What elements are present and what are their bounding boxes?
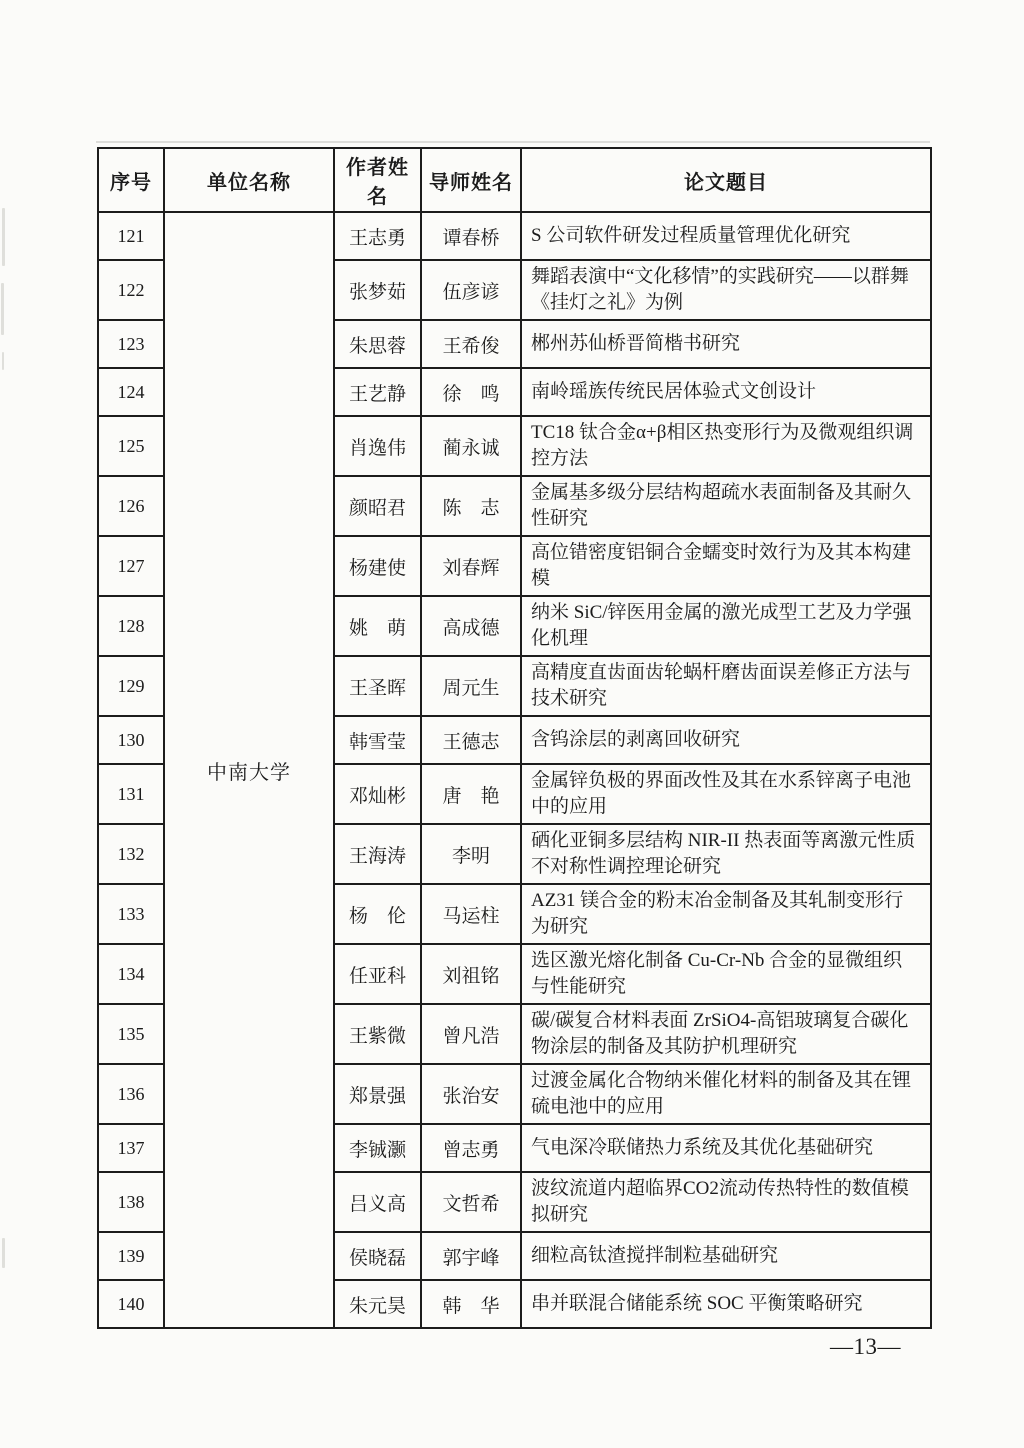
scan-smudge: [96, 141, 930, 143]
serial-number-cell: 135: [98, 1004, 164, 1064]
author-name-cell: 李铖灏: [334, 1124, 421, 1172]
serial-number-cell: 123: [98, 320, 164, 368]
serial-number-cell: 129: [98, 656, 164, 716]
serial-number-cell: 133: [98, 884, 164, 944]
advisor-name-cell: 王希俊: [421, 320, 521, 368]
page-number: —13—: [830, 1334, 901, 1359]
advisor-name-cell: 高成德: [421, 596, 521, 656]
serial-number-cell: 122: [98, 260, 164, 320]
author-name-cell: 吕义高: [334, 1172, 421, 1232]
header-unit-name: 单位名称: [164, 148, 334, 212]
header-author-name: 作者姓名: [334, 148, 421, 212]
thesis-title-cell: 碳/碳复合材料表面 ZrSiO4-高铝玻璃复合碳化物涂层的制备及其防护机理研究: [521, 1004, 931, 1064]
serial-number-cell: 137: [98, 1124, 164, 1172]
author-name-cell: 郑景强: [334, 1064, 421, 1124]
advisor-name-cell: 马运柱: [421, 884, 521, 944]
table-header: [98, 148, 931, 212]
advisor-name-cell: 周元生: [421, 656, 521, 716]
author-name-cell: 王圣晖: [334, 656, 421, 716]
author-name-cell: 杨 伦: [334, 884, 421, 944]
advisor-name-cell: 王德志: [421, 716, 521, 764]
header-serial-number: 序号: [98, 148, 164, 212]
thesis-list-table: [97, 147, 932, 1329]
thesis-title-cell: 纳米 SiC/锌医用金属的激光成型工艺及力学强化机理: [521, 596, 931, 656]
table-body: [98, 212, 931, 1328]
advisor-name-cell: 郭宇峰: [421, 1232, 521, 1280]
thesis-title-cell: 细粒高钛渣搅拌制粒基础研究: [521, 1232, 931, 1280]
author-name-cell: 姚 萌: [334, 596, 421, 656]
thesis-title-cell: 郴州苏仙桥晋简楷书研究: [521, 320, 931, 368]
author-name-cell: 韩雪莹: [334, 716, 421, 764]
scan-artifact: [1, 283, 4, 335]
author-name-cell: 王艺静: [334, 368, 421, 416]
thesis-title-cell: 高精度直齿面齿轮蜗杆磨齿面误差修正方法与技术研究: [521, 656, 931, 716]
thesis-title-cell: 舞蹈表演中“文化移情”的实践研究——以群舞《挂灯之礼》为例: [521, 260, 931, 320]
serial-number-cell: 128: [98, 596, 164, 656]
unit-name-cell: 中南大学: [164, 212, 334, 1328]
author-name-cell: 任亚科: [334, 944, 421, 1004]
author-name-cell: 肖逸伟: [334, 416, 421, 476]
serial-number-cell: 136: [98, 1064, 164, 1124]
author-name-cell: 邓灿彬: [334, 764, 421, 824]
thesis-title-cell: AZ31 镁合金的粉末冶金制备及其轧制变形行为研究: [521, 884, 931, 944]
author-name-cell: 王紫微: [334, 1004, 421, 1064]
serial-number-cell: 130: [98, 716, 164, 764]
scan-artifact: [2, 352, 4, 370]
serial-number-cell: 124: [98, 368, 164, 416]
advisor-name-cell: 李明: [421, 824, 521, 884]
advisor-name-cell: 刘祖铭: [421, 944, 521, 1004]
advisor-name-cell: 蔺永诚: [421, 416, 521, 476]
thesis-title-cell: S 公司软件研发过程质量管理优化研究: [521, 212, 931, 260]
scan-artifact: [2, 1238, 5, 1268]
header-advisor-name: 导师姓名: [421, 148, 521, 212]
author-name-cell: 杨建使: [334, 536, 421, 596]
serial-number-cell: 140: [98, 1280, 164, 1328]
serial-number-cell: 131: [98, 764, 164, 824]
advisor-name-cell: 徐 鸣: [421, 368, 521, 416]
thesis-title-cell: 波纹流道内超临界CO2流动传热特性的数值模拟研究: [521, 1172, 931, 1232]
serial-number-cell: 127: [98, 536, 164, 596]
advisor-name-cell: 曾凡浩: [421, 1004, 521, 1064]
table-row: [98, 212, 931, 260]
thesis-title-cell: 金属锌负极的界面改性及其在水系锌离子电池中的应用: [521, 764, 931, 824]
advisor-name-cell: 曾志勇: [421, 1124, 521, 1172]
advisor-name-cell: 伍彦谚: [421, 260, 521, 320]
advisor-name-cell: 刘春辉: [421, 536, 521, 596]
author-name-cell: 颜昭君: [334, 476, 421, 536]
advisor-name-cell: 韩 华: [421, 1280, 521, 1328]
author-name-cell: 王海涛: [334, 824, 421, 884]
serial-number-cell: 121: [98, 212, 164, 260]
serial-number-cell: 139: [98, 1232, 164, 1280]
serial-number-cell: 132: [98, 824, 164, 884]
thesis-title-cell: 选区激光熔化制备 Cu-Cr-Nb 合金的显微组织与性能研究: [521, 944, 931, 1004]
advisor-name-cell: 陈 志: [421, 476, 521, 536]
author-name-cell: 王志勇: [334, 212, 421, 260]
thesis-title-cell: TC18 钛合金α+β相区热变形行为及微观组织调控方法: [521, 416, 931, 476]
serial-number-cell: 138: [98, 1172, 164, 1232]
thesis-title-cell: 串并联混合储能系统 SOC 平衡策略研究: [521, 1280, 931, 1328]
serial-number-cell: 126: [98, 476, 164, 536]
serial-number-cell: 134: [98, 944, 164, 1004]
thesis-title-cell: 高位错密度铝铜合金蠕变时效行为及其本构建模: [521, 536, 931, 596]
thesis-title-cell: 南岭瑶族传统民居体验式文创设计: [521, 368, 931, 416]
author-name-cell: 侯晓磊: [334, 1232, 421, 1280]
thesis-title-cell: 过渡金属化合物纳米催化材料的制备及其在锂硫电池中的应用: [521, 1064, 931, 1124]
header-thesis-title: 论文题目: [521, 148, 931, 212]
author-name-cell: 朱思蓉: [334, 320, 421, 368]
advisor-name-cell: 张治安: [421, 1064, 521, 1124]
thesis-title-cell: 含钨涂层的剥离回收研究: [521, 716, 931, 764]
author-name-cell: 张梦茹: [334, 260, 421, 320]
author-name-cell: 朱元昊: [334, 1280, 421, 1328]
header-row: [98, 148, 931, 212]
advisor-name-cell: 文哲希: [421, 1172, 521, 1232]
scan-artifact: [2, 208, 5, 266]
thesis-title-cell: 气电深冷联储热力系统及其优化基础研究: [521, 1124, 931, 1172]
thesis-title-cell: 金属基多级分层结构超疏水表面制备及其耐久性研究: [521, 476, 931, 536]
thesis-title-cell: 硒化亚铜多层结构 NIR-II 热表面等离激元性质不对称性调控理论研究: [521, 824, 931, 884]
advisor-name-cell: 谭春桥: [421, 212, 521, 260]
advisor-name-cell: 唐 艳: [421, 764, 521, 824]
serial-number-cell: 125: [98, 416, 164, 476]
